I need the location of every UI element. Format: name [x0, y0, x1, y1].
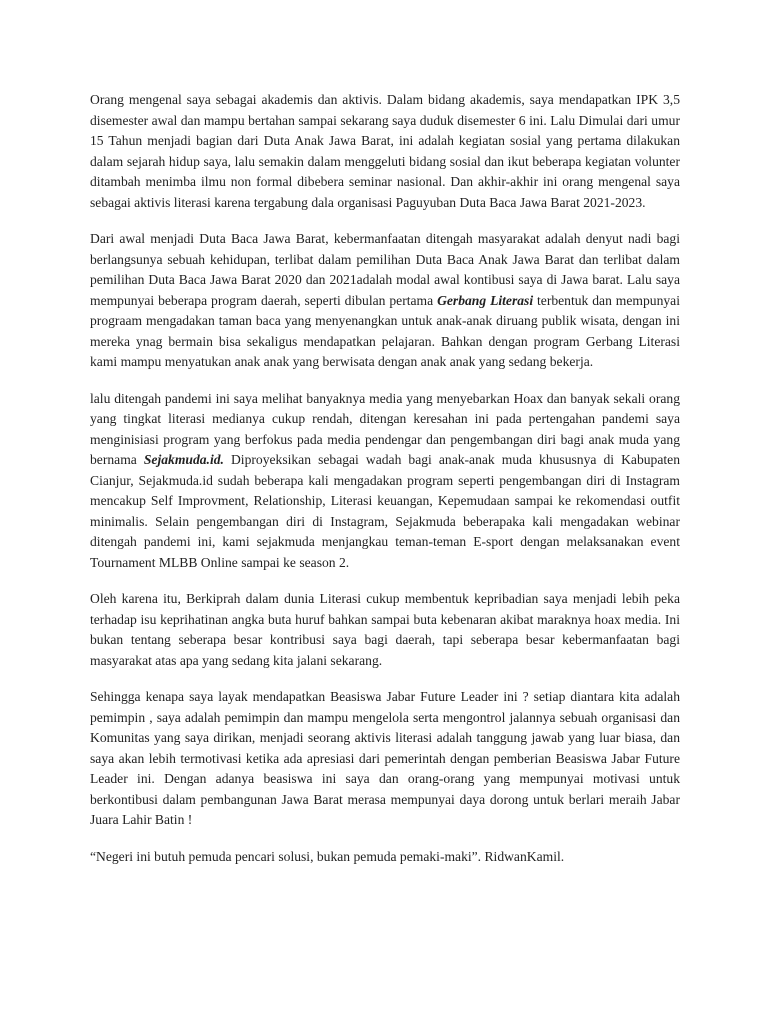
paragraph-intro: Orang mengenal saya sebagai akademis dan aktivis. Dalam bidang akademis, saya mendapatkan IPK 3,5 disemester awal dan mampu bertahan sampai sekarang saya duduk disemester 6 ini. Lalu Dimulai dari umur 15 Tahun menjadi bagian dari Duta Anak Jawa Barat, ini adalah kegiatan sosial yang pertama dilakukan dalam sejarah hidup saya, lalu semakin dalam menggeluti bidang sosial dan ikut beberapa kegiatan volunter ditambah menimba ilmu non formal dibebera seminar nasional. Dan akhir-akhir ini orang mengenal saya sebagai aktivis literasi karena tergabung dala organisasi Paguyuban Duta Baca Jawa Barat 2021-2023.	[90, 92, 680, 210]
program-name-gerbang-literasi: Gerbang Literasi	[437, 292, 534, 308]
paragraph-sejakmuda	[90, 389, 680, 574]
paragraph-duta-baca-text-2: terbentuk dan mempunyai prograam mengadakan taman baca yang menyenangkan untuk anak-anak diruang publik wisata, dengan ini mereka ynag bermain bisa sekaligus mendapatkan pelajaran. Bahkan dengan program Gerbang Literasi kami mampu menyatukan anak anak yang berwisata dengan anak anak yang sedang bekerja.	[90, 292, 680, 369]
paragraph-sejakmuda-text-2: Diproyeksikan sebagai wadah bagi anak-anak muda khususnya di Kabupaten Cianjur, Sejakmuda.id sudah beberapa kali mengadakan program seperti pengembangan diri di Instagram mencakup Self Improvment, Relationship, Literasi keuangan, Kepemudaan sampai ke rekomendasi outfit minimalis. Selain pengembangan diri di Instagram, Sejakmuda beberapaka kali mengadakan webinar ditengah pandemi ini, kami sejakmuda menjangkau teman-teman E-sport dengan melaksanakan event Tournament MLBB Online sampai ke season 2.	[90, 452, 680, 570]
document-page	[90, 90, 680, 883]
closing-quote: “Negeri ini butuh pemuda pencari solusi, bukan pemuda pemaki-maki”. RidwanKamil.	[90, 848, 565, 864]
paragraph-sejakmuda-text-1: lalu ditengah pandemi ini saya melihat banyaknya media yang menyebarkan Hoax dan banyak sekali orang yang tingkat literasi medianya cukup rendah, ditengan keresahan ini pada pertengahan pandemi saya menginisiasi program yang berfokus pada media pendengar dan pengembangan diri bagi anak muda yang bernama	[90, 390, 680, 467]
paragraph-scholarship: Sehingga kenapa saya layak mendapatkan Beasiswa Jabar Future Leader ini ? setiap diantara kita adalah pemimpin , saya adalah pemimpin dan mampu mengelola serta mengontrol jalannya sebuah organisasi dan Komunitas yang saya dirikan, menjadi seorang aktivis literasi adalah tanggung jawab yang luar biasa, dan saya akan lebih termotivasi ketika ada apresiasi dari pemerintah dengan pemberian Beasiswa Jabar Future Leader ini. Dengan adanya beasiswa ini saya dan orang-orang yang mempunyai motivasi untuk berkontibusi dalam pembangunan Jawa Barat merasa mempunyai daya dorong untuk berlari meraih Jabar Juara Lahir Batin !	[90, 689, 680, 827]
program-name-sejakmuda: Sejakmuda.id.	[143, 452, 224, 467]
paragraph-conclusion: Oleh karena itu, Berkiprah dalam dunia Literasi cukup membentuk kepribadian saya menjadi lebih peka terhadap isu keprihatinan angka buta huruf bahkan sampai buta kebenaran akibat maraknya hoax media. Ini bukan tentang seberapa besar kontribusi saya bagi daerah, tapi seberapa besar kebermanfaatan bagi masyarakat atas apa yang sedang kita jalani sekarang.	[90, 591, 680, 668]
paragraph-duta-baca-text-1: Dari awal menjadi Duta Baca Jawa Barat, kebermanfaatan ditengah masyarakat adalah denyut nadi bagi berlangsunya sebuah kehidupan, terlibat dalam pemilihan Duta Baca Anak Jawa Barat dan terlibat dalam pemilihan Duta Baca Jawa Barat 2020 dan 2021adalah modal awal kontibusi saya di Jawa barat. Lalu saya mempunyai beberapa program daerah, seperti dibulan pertama	[90, 231, 680, 308]
paragraph-duta-baca	[90, 229, 680, 373]
